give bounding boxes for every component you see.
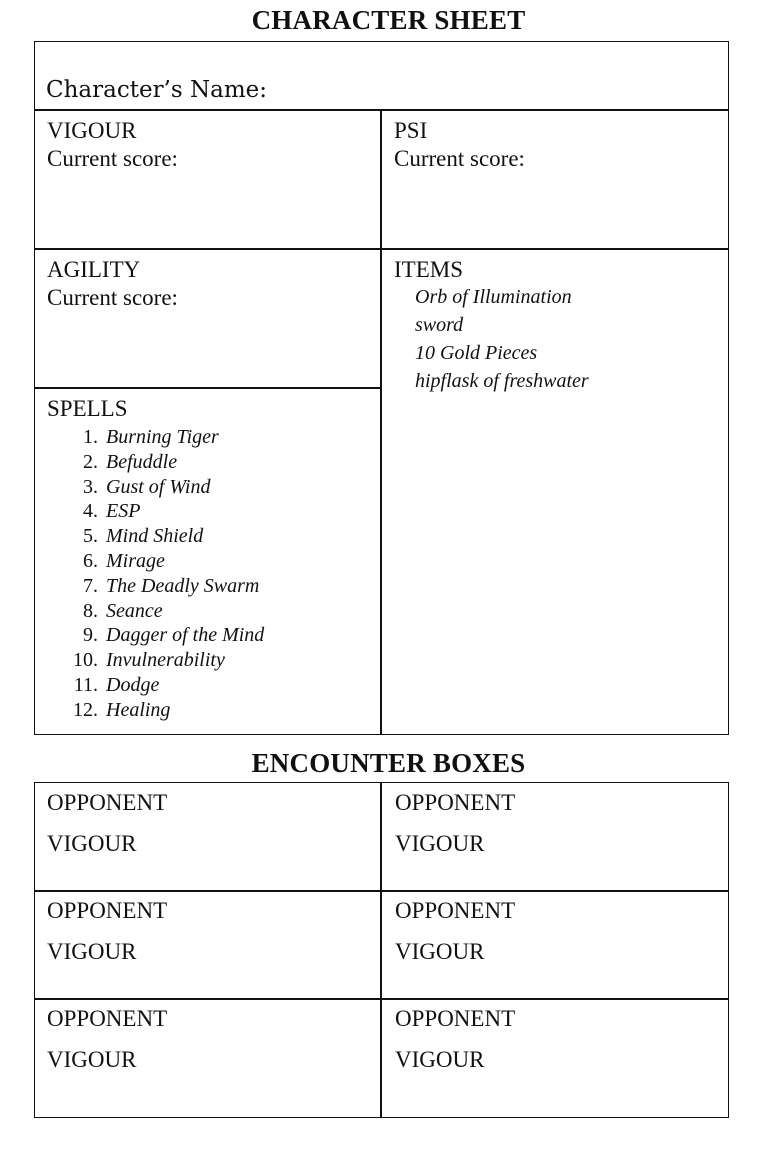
encounter-row-divider-1	[34, 890, 729, 892]
spell-name: Invulnerability	[106, 649, 225, 672]
spell-entry	[44, 524, 264, 549]
agility-divider	[34, 387, 381, 389]
spell-entry	[44, 549, 264, 574]
spell-number: 3.	[83, 475, 98, 498]
spell-entry	[44, 499, 264, 524]
items-list	[415, 283, 589, 395]
spell-name: Mirage	[106, 549, 165, 572]
vigour-score-label: Current score:	[47, 146, 178, 171]
center-column-divider	[380, 109, 382, 735]
spell-entry	[44, 648, 264, 673]
item-entry: Orb of Illumination	[415, 286, 572, 308]
spell-entry	[44, 673, 264, 698]
encounter-vigour-label: VIGOUR	[47, 831, 137, 856]
spell-entry	[44, 623, 264, 648]
spell-number: 6.	[83, 549, 98, 572]
encounter-row-divider-2	[34, 998, 729, 1000]
spell-number: 12.	[73, 698, 98, 721]
encounter-opponent-label: OPPONENT	[395, 790, 516, 815]
spell-name: Befuddle	[106, 450, 178, 473]
spell-number: 5.	[83, 525, 98, 548]
vigour-heading: VIGOUR	[47, 118, 137, 143]
item-entry: sword	[415, 314, 464, 336]
spell-number: 4.	[83, 500, 98, 523]
spell-name: The Deadly Swarm	[106, 574, 260, 597]
sheet-title: CHARACTER SHEET	[251, 5, 526, 35]
spell-entry	[44, 450, 264, 475]
encounter-vigour-label: VIGOUR	[47, 1047, 137, 1072]
spell-entry	[44, 425, 264, 450]
spell-name: Dagger of the Mind	[106, 624, 265, 647]
stats-row-divider	[34, 248, 729, 250]
spell-name: Burning Tiger	[106, 426, 219, 448]
encounter-boxes-title: ENCOUNTER BOXES	[251, 748, 526, 778]
spell-number: 8.	[83, 599, 98, 622]
encounter-opponent-label: OPPONENT	[47, 790, 168, 815]
item-entry: hipflask of freshwater	[415, 370, 589, 392]
spell-name: Healing	[106, 698, 171, 721]
encounter-vigour-label: VIGOUR	[47, 939, 137, 964]
item-entry: 10 Gold Pieces	[415, 342, 538, 364]
spell-number: 7.	[83, 574, 98, 597]
spell-number: 1.	[83, 426, 98, 448]
encounter-opponent-label: OPPONENT	[47, 898, 168, 923]
encounter-center-divider	[380, 782, 382, 1118]
spell-entry	[44, 574, 264, 599]
spell-name: Seance	[106, 599, 163, 622]
spell-name: ESP	[106, 500, 141, 523]
encounter-vigour-label: VIGOUR	[395, 939, 485, 964]
spell-number: 10.	[73, 649, 98, 672]
psi-score-label: Current score:	[394, 146, 525, 171]
encounter-opponent-label: OPPONENT	[395, 1006, 516, 1031]
encounter-opponent-label: OPPONENT	[47, 1006, 168, 1031]
spell-entry	[44, 599, 264, 624]
encounter-vigour-label: VIGOUR	[395, 1047, 485, 1072]
spell-number: 9.	[83, 624, 98, 647]
spell-name: Gust of Wind	[106, 475, 211, 498]
spell-number: 11.	[73, 673, 98, 696]
spell-number: 2.	[83, 450, 98, 473]
spell-name: Dodge	[106, 673, 160, 696]
spells-heading: SPELLS	[47, 396, 128, 421]
encounter-opponent-label: OPPONENT	[395, 898, 516, 923]
agility-score-label: Current score:	[47, 285, 178, 310]
encounter-vigour-label: VIGOUR	[395, 831, 485, 856]
spell-entry	[44, 475, 264, 500]
character-name-label: Character’s Name:	[46, 77, 267, 103]
items-heading: ITEMS	[394, 257, 463, 282]
agility-heading: AGILITY	[47, 257, 141, 282]
spell-entry	[44, 698, 264, 723]
spells-list	[44, 425, 264, 723]
psi-heading: PSI	[394, 118, 428, 143]
spell-name: Mind Shield	[106, 525, 204, 548]
